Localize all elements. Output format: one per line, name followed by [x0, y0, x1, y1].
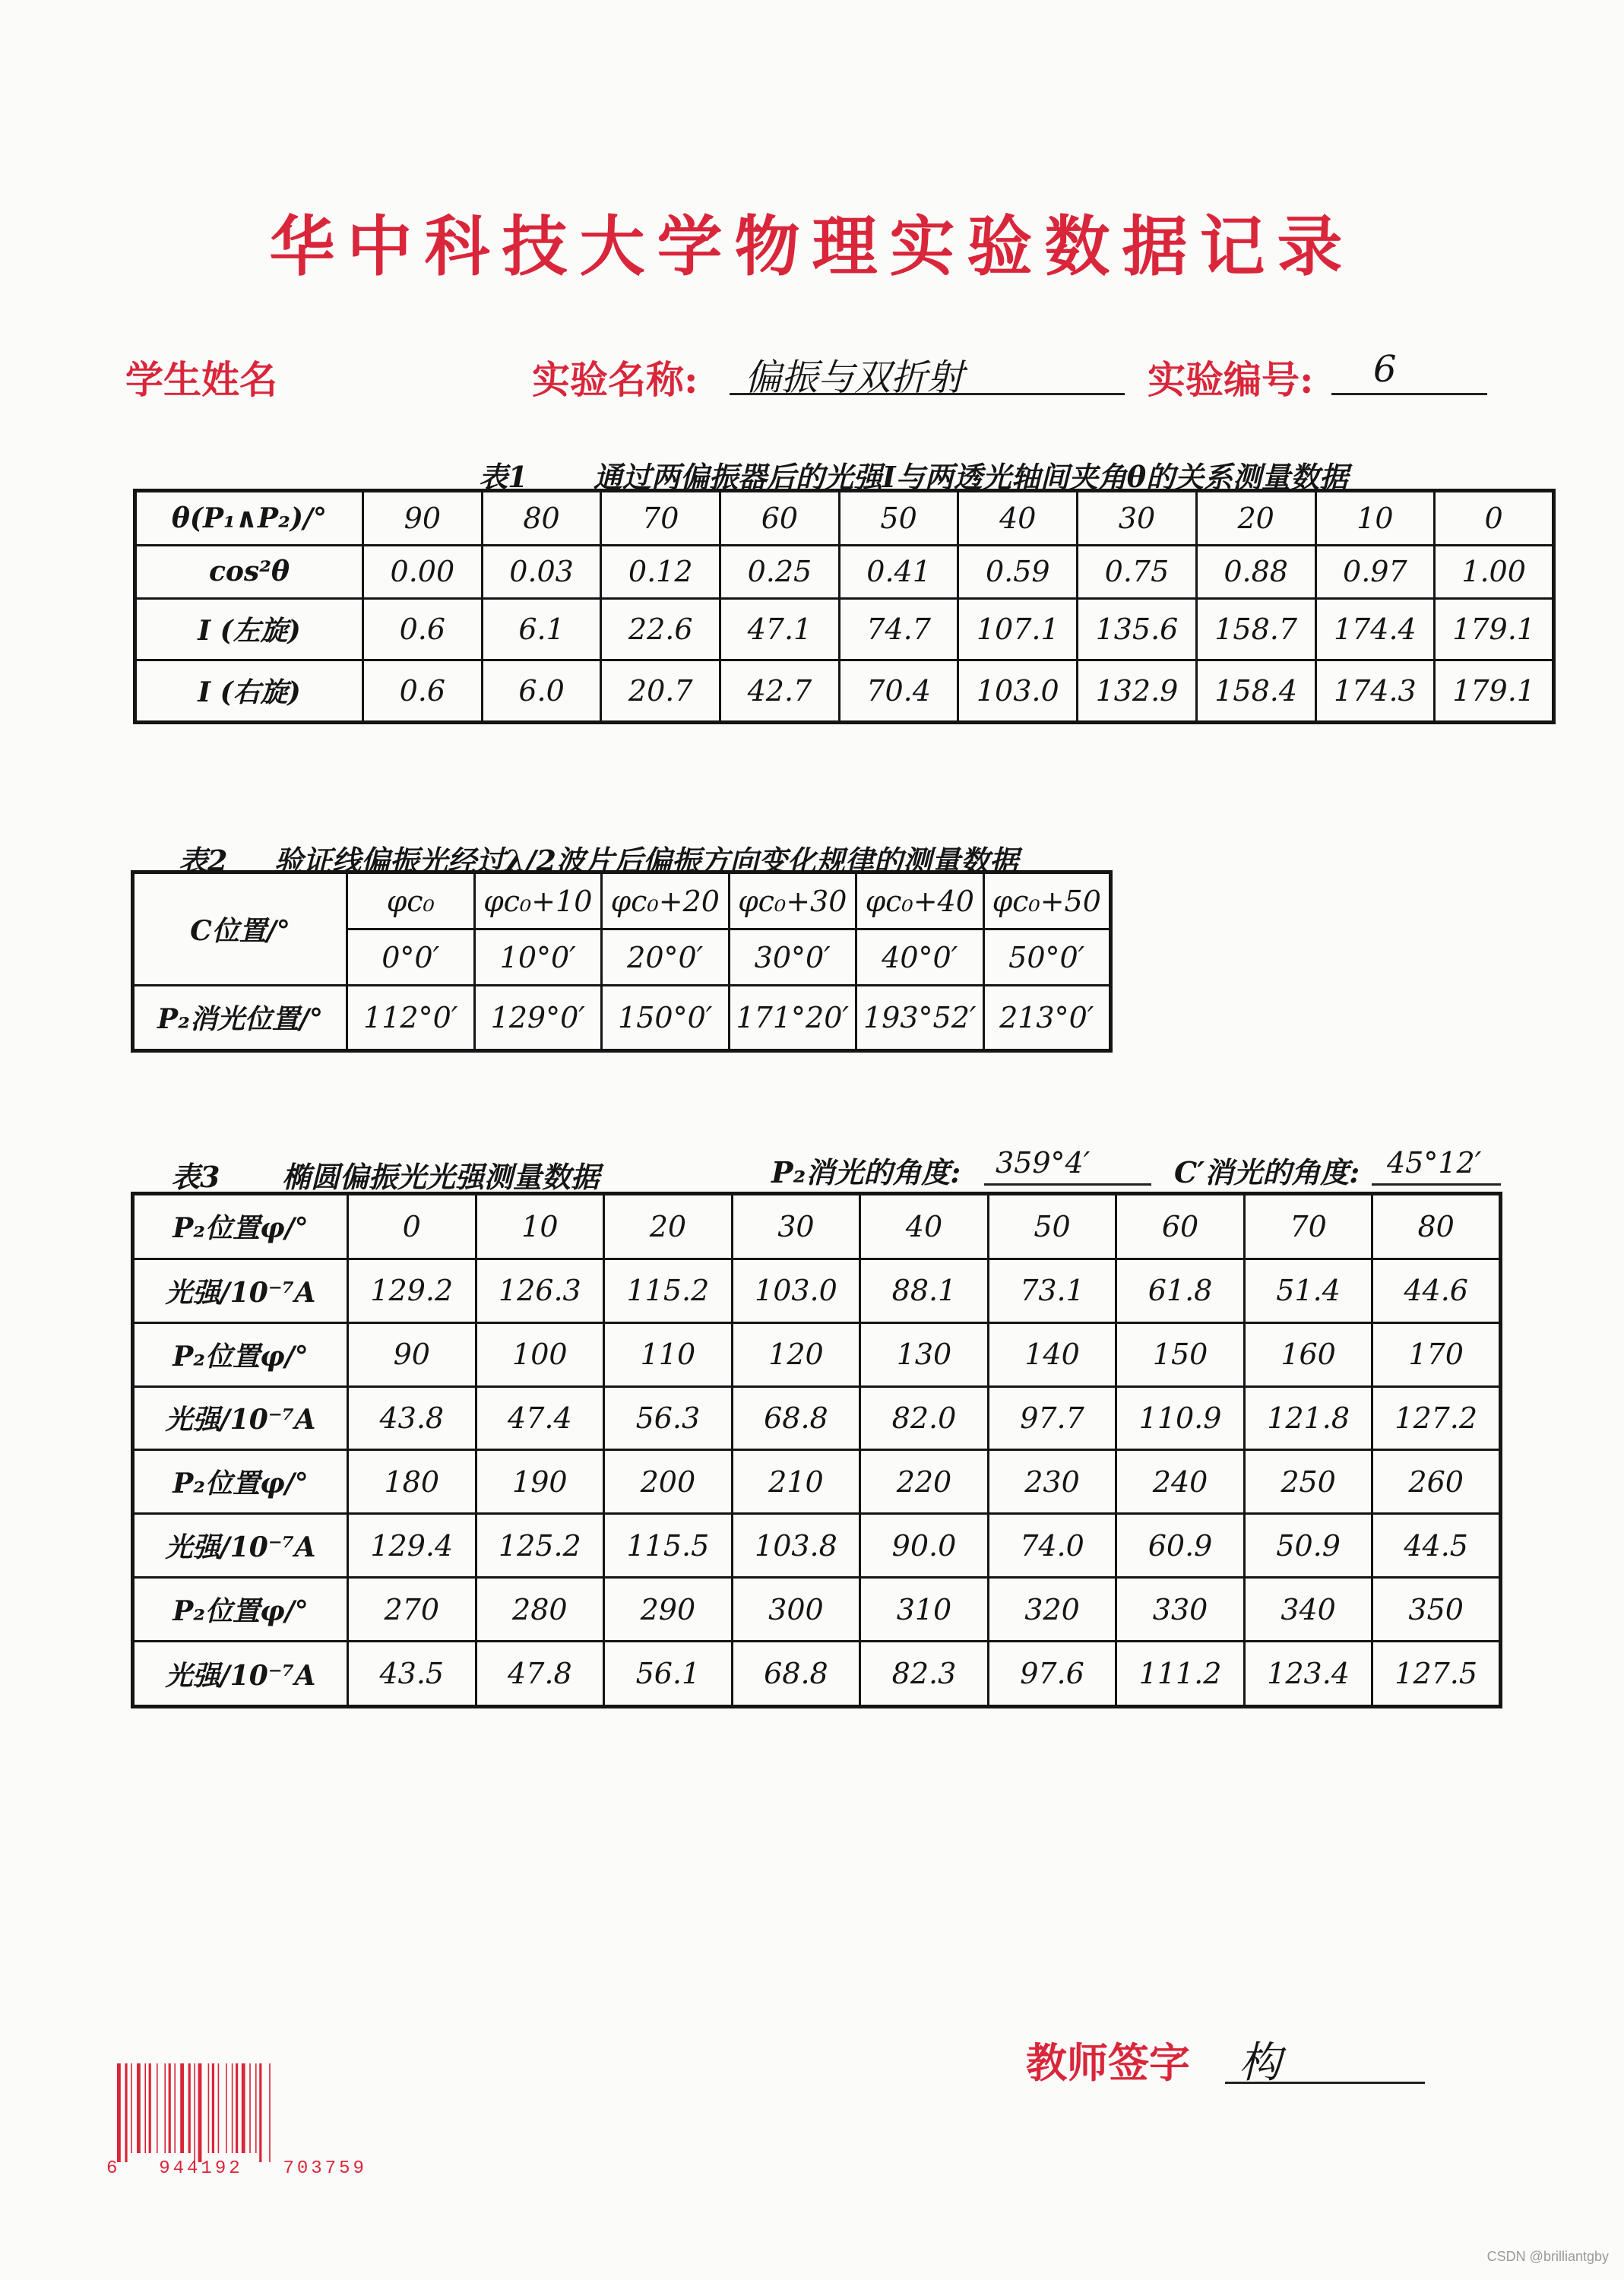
table-cell: 88.1 [860, 1259, 989, 1322]
table3-caption-text: 椭圆偏振光光强测量数据 [281, 1160, 600, 1194]
table-cell: 50°0′ [983, 929, 1111, 986]
table-cell: 193°52′ [856, 985, 984, 1050]
table-cell: 47.4 [476, 1386, 604, 1450]
table-cell: 80 [482, 491, 601, 546]
table-cell: 10 [476, 1194, 604, 1259]
table-cell: 127.2 [1372, 1386, 1501, 1450]
table-cell: 125.2 [476, 1514, 604, 1578]
table-cell: 350 [1372, 1578, 1501, 1642]
table-row [133, 1322, 1501, 1386]
table-row [135, 599, 1554, 660]
table-cell: 70 [601, 491, 720, 546]
table-cell: 213°0′ [983, 985, 1111, 1050]
table-row [133, 1386, 1501, 1450]
table2-caption-number: 表2 [179, 844, 228, 878]
table-cell: 135.6 [1078, 599, 1197, 660]
table1-caption-number: 表1 [479, 460, 528, 494]
table-cell: 160 [1244, 1322, 1372, 1386]
row-header: P₂位置φ/° [133, 1194, 348, 1259]
table-cell: 0.59 [958, 545, 1078, 598]
table-cell: 120 [732, 1322, 860, 1386]
table-cell: 103.0 [958, 660, 1078, 722]
table-cell: 270 [348, 1578, 476, 1642]
table2 [131, 870, 1113, 1053]
table-cell: φc₀+20 [602, 872, 730, 929]
table-cell: 200 [604, 1450, 733, 1514]
barcode-digits-left: 944192 [159, 2158, 243, 2179]
table-cell: 0°0′ [347, 929, 475, 986]
barcode-digits-right: 703759 [283, 2158, 367, 2179]
table-cell: 115.5 [604, 1514, 733, 1578]
table-cell: 174.3 [1315, 660, 1435, 722]
table-cell: φc₀ [347, 872, 475, 929]
table-row [133, 1450, 1501, 1514]
table-row [135, 491, 1554, 546]
table-row [135, 660, 1554, 722]
table-cell: 82.3 [860, 1642, 989, 1707]
table-cell: 150 [1116, 1322, 1245, 1386]
table-cell: 0.75 [1078, 545, 1197, 598]
table-cell: 56.3 [604, 1386, 733, 1450]
table-row [133, 1194, 1501, 1259]
table-cell: 40°0′ [856, 929, 984, 986]
table-cell: 129.2 [348, 1259, 476, 1322]
table-cell: 43.8 [348, 1386, 476, 1450]
table-cell: 150°0′ [602, 985, 730, 1050]
table-cell: 115.2 [604, 1259, 733, 1322]
teacher-signature-label: 教师签字 [1026, 2038, 1190, 2087]
table-cell: 10 [1315, 491, 1435, 546]
table-cell: 310 [860, 1578, 989, 1642]
table-cell: 127.5 [1372, 1642, 1501, 1707]
table-cell: 44.5 [1372, 1514, 1501, 1578]
table-cell: 40 [958, 491, 1078, 546]
table-cell: 320 [988, 1578, 1116, 1642]
table3 [131, 1192, 1502, 1708]
credit-watermark: CSDN @brilliantgby [1486, 2249, 1609, 2264]
row-header: 光强/10⁻⁷A [133, 1642, 348, 1707]
row-header: P₂消光位置/° [133, 985, 347, 1050]
table-row [133, 1514, 1501, 1578]
table-cell: 103.0 [732, 1259, 860, 1322]
c-extinction-label: C′消光的角度: [1174, 1155, 1360, 1189]
table-cell: 0.25 [720, 545, 840, 598]
table-row [133, 1259, 1501, 1322]
student-name-label: 学生姓名 [125, 357, 277, 402]
table-cell: 179.1 [1435, 599, 1554, 660]
table-cell: 68.8 [732, 1386, 860, 1450]
table-cell: 82.0 [860, 1386, 989, 1450]
barcode-digit-lead: 6 [106, 2158, 121, 2179]
table-cell: 6.1 [482, 599, 601, 660]
table-cell: 20 [604, 1194, 733, 1259]
table-cell: 0.00 [363, 545, 483, 598]
barcode-digits [106, 2158, 367, 2179]
table-cell: 97.7 [988, 1386, 1116, 1450]
table-cell: 158.7 [1196, 599, 1315, 660]
table-cell: 0.03 [482, 545, 601, 598]
table-cell: 190 [476, 1450, 604, 1514]
experiment-number-value: 6 [1331, 348, 1487, 395]
table-row [133, 872, 1111, 929]
table-cell: 132.9 [1078, 660, 1197, 722]
table-cell: 250 [1244, 1450, 1372, 1514]
table-cell: 240 [1116, 1450, 1245, 1514]
table-cell: 179.1 [1435, 660, 1554, 722]
table-cell: 60.9 [1116, 1514, 1245, 1578]
table-cell: 112°0′ [347, 985, 475, 1050]
table-cell: 0 [1435, 491, 1554, 546]
table-cell: 330 [1116, 1578, 1245, 1642]
table-cell: 0 [348, 1194, 476, 1259]
table-cell: 44.6 [1372, 1259, 1501, 1322]
table-row [133, 1642, 1501, 1707]
table-cell: 280 [476, 1578, 604, 1642]
teacher-signature: 构 [1225, 2029, 1425, 2084]
table-cell: 126.3 [476, 1259, 604, 1322]
table-row [135, 545, 1554, 598]
table-cell: φc₀+30 [729, 872, 856, 929]
c-extinction-value: 45°12′ [1372, 1146, 1501, 1186]
table-cell: 42.7 [720, 660, 840, 722]
table-cell: 20°0′ [602, 929, 730, 986]
table-row [133, 985, 1111, 1050]
barcode-icon [114, 2063, 342, 2162]
table-cell: 61.8 [1116, 1259, 1245, 1322]
table-cell: 60 [1116, 1194, 1245, 1259]
table-cell: φc₀+40 [856, 872, 984, 929]
table-cell: 129.4 [348, 1514, 476, 1578]
table3-caption-number: 表3 [171, 1160, 220, 1194]
table-cell: 74.7 [839, 599, 958, 660]
table-cell: 90 [363, 491, 483, 546]
table1-caption-text: 通过两偏振器后的光强I与两透光轴间夹角θ的关系测量数据 [593, 460, 1349, 494]
row-header: I (左旋) [135, 599, 363, 660]
table-cell: 0.41 [839, 545, 958, 598]
table-cell: 80 [1372, 1194, 1501, 1259]
table-cell: φc₀+50 [983, 872, 1111, 929]
table-cell: 140 [988, 1322, 1116, 1386]
table-cell: 20.7 [601, 660, 720, 722]
row-header: P₂位置φ/° [133, 1578, 348, 1642]
table-cell: 121.8 [1244, 1386, 1372, 1450]
table-cell: 20 [1196, 491, 1315, 546]
table-cell: 171°20′ [729, 985, 856, 1050]
table-cell: 40 [860, 1194, 989, 1259]
experiment-number-label: 实验编号: [1148, 357, 1314, 402]
table-cell: 107.1 [958, 599, 1078, 660]
table-cell: 290 [604, 1578, 733, 1642]
table-cell: 56.1 [604, 1642, 733, 1707]
table-cell: 70 [1244, 1194, 1372, 1259]
table-cell: 90.0 [860, 1514, 989, 1578]
table-cell: 111.2 [1116, 1642, 1245, 1707]
table-cell: 30 [732, 1194, 860, 1259]
table-cell: 97.6 [988, 1642, 1116, 1707]
row-header: 光强/10⁻⁷A [133, 1259, 348, 1322]
table1 [133, 489, 1556, 724]
table-cell: 180 [348, 1450, 476, 1514]
table-cell: 0.12 [601, 545, 720, 598]
table-cell: 50.9 [1244, 1514, 1372, 1578]
experiment-name-label: 实验名称: [532, 357, 698, 402]
p2-extinction-label: P₂消光的角度: [771, 1155, 961, 1189]
table-cell: 74.0 [988, 1514, 1116, 1578]
table-cell: 110 [604, 1322, 733, 1386]
table-cell: 100 [476, 1322, 604, 1386]
table-cell: 43.5 [348, 1642, 476, 1707]
table-row [133, 1578, 1501, 1642]
table-cell: 300 [732, 1578, 860, 1642]
table2-caption-text: 验证线偏振光经过λ/2波片后偏振方向变化规律的测量数据 [274, 844, 1018, 878]
table-cell: 30°0′ [729, 929, 856, 986]
table-cell: φc₀+10 [474, 872, 602, 929]
table-cell: 68.8 [732, 1642, 860, 1707]
table-cell: 30 [1078, 491, 1197, 546]
table-cell: 73.1 [988, 1259, 1116, 1322]
row-header: I (右旋) [135, 660, 363, 722]
row-header: cos²θ [135, 545, 363, 598]
table-cell: 103.8 [732, 1514, 860, 1578]
row-header: 光强/10⁻⁷A [133, 1514, 348, 1578]
table-cell: 130 [860, 1322, 989, 1386]
row-header: P₂位置φ/° [133, 1322, 348, 1386]
table-cell: 129°0′ [474, 985, 602, 1050]
table-cell: 0.88 [1196, 545, 1315, 598]
row-header: C位置/° [133, 872, 347, 986]
table-cell: 0.6 [363, 660, 483, 722]
table3-caption [171, 1154, 600, 1195]
table-cell: 340 [1244, 1578, 1372, 1642]
page-title: 华中科技大学物理实验数据记录 [269, 208, 1355, 285]
table-cell: 60 [720, 491, 840, 546]
row-header: P₂位置φ/° [133, 1450, 348, 1514]
experiment-name-value: 偏振与双折射 [730, 348, 1125, 395]
table-cell: 70.4 [839, 660, 958, 722]
table-cell: 6.0 [482, 660, 601, 722]
table-cell: 90 [348, 1322, 476, 1386]
table-cell: 10°0′ [474, 929, 602, 986]
table-cell: 50 [988, 1194, 1116, 1259]
table-cell: 260 [1372, 1450, 1501, 1514]
table-cell: 110.9 [1116, 1386, 1245, 1450]
table-cell: 22.6 [601, 599, 720, 660]
table-cell: 0.6 [363, 599, 483, 660]
table-cell: 158.4 [1196, 660, 1315, 722]
row-header: 光强/10⁻⁷A [133, 1386, 348, 1450]
table-cell: 0.97 [1315, 545, 1435, 598]
row-header: θ(P₁∧P₂)/° [135, 491, 363, 546]
p2-extinction-value: 359°4′ [984, 1146, 1151, 1186]
table-cell: 47.8 [476, 1642, 604, 1707]
table-cell: 51.4 [1244, 1259, 1372, 1322]
table-cell: 210 [732, 1450, 860, 1514]
table-cell: 123.4 [1244, 1642, 1372, 1707]
table-cell: 230 [988, 1450, 1116, 1514]
table-cell: 50 [839, 491, 958, 546]
table-cell: 170 [1372, 1322, 1501, 1386]
table-cell: 174.4 [1315, 599, 1435, 660]
table-cell: 220 [860, 1450, 989, 1514]
table-cell: 1.00 [1435, 545, 1554, 598]
table-cell: 47.1 [720, 599, 840, 660]
